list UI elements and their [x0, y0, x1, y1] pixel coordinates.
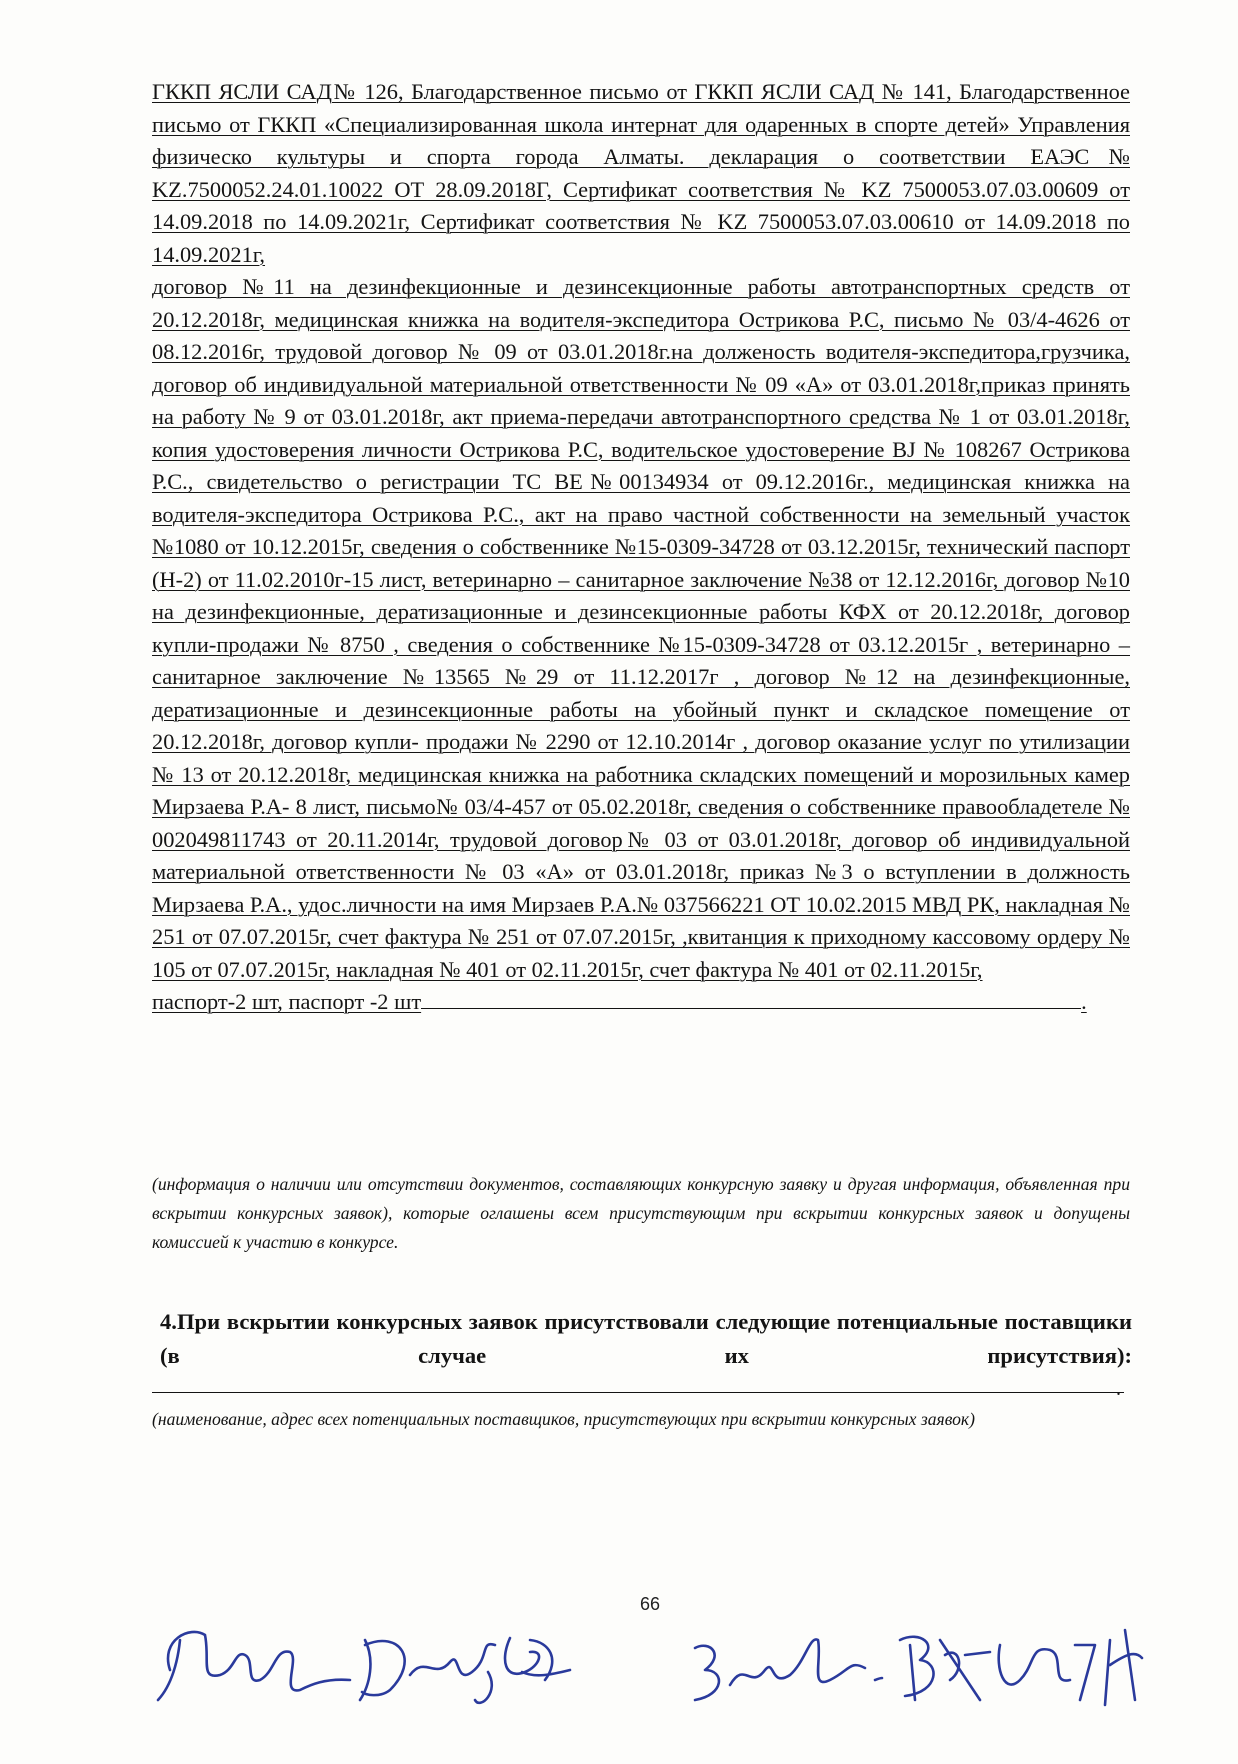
empty-line-end: . — [1116, 1378, 1121, 1400]
signature-3 — [505, 1638, 570, 1680]
handwritten-signatures-icon — [150, 1600, 1150, 1720]
explanatory-note-2: (наименование, адрес всех потенциальных поставщиков, присутствующих при вскрытии конкурсных заявок) — [152, 1409, 975, 1429]
section-4-heading: 4.При вскрытии конкурсных заявок присутствовали следующие потенциальные поставщики (в случае их присутствия): — [160, 1309, 1132, 1368]
paragraph-1: ГККП ЯСЛИ САД№ 126, Благодарственное письмо от ГККП ЯСЛИ САД № 141, Благодарственное письмо от ГККП «Специализированная школа интернат для одаренных в спорте детей» Управления физическо культуры и спорта города Алматы. декларация о соответствии ЕАЭС№ KZ.7500052.24.01.10022 ОТ 28.09.2018Г, Сертификат соответствия № KZ 7500053.07.03.00609 от 14.09.2018 по 14.09.2021г, Сертификат соответствия № KZ 7500053.07.03.00610 от 14.09.2018 по 14.09.2021г, — [152, 79, 1130, 267]
last-line — [152, 986, 1130, 1019]
paragraph-2: договор №11 на дезинфекционные и дезинсекционные работы автотранспортных средств от 20.12.2018г, медицинская книжка на водителя-экспедитора Острикова Р.С, письмо № 03/4-4626 от 08.12.2016г, трудовой договор № 09 от 03.01.2018г.на долженость водителя-экспедитора,грузчика, договор об индивидуальной материальной ответственности № 09 «А» от 03.01.2018г,приказ принять на работу № 9 от 03.01.2018г, акт приема-передачи автотранспортного средства № 1 от 03.01.2018г, копия удостоверения личности Острикова Р.С, водительское удостоверение BJ № 108267 Острикова Р.С., свидетельство о регистрации ТС ВЕ№00134934 от 09.12.2016г., медицинская книжка на водителя-экспедитора Острикова Р.С., акт на право частной собственности на земельный участок №1080 от 10.12.2015г, сведения о собственнике №15-0309-34728 от 03.12.2015г, технический паспорт (Н-2) от 11.02.2010г-15 лист, ветеринарно – санитарное заключение №38 от 12.12.2016г, договор №10 на дезинфекционные, дератизационные и дезинсекционные работы КФХ от 20.12.2018г, договор купли-продажи № 8750 , сведения о собственнике №15-0309-34728 от 03.12.2015г , ветеринарно – санитарное заключение №13565 №29 от 11.12.2017г , договор №12 на дезинфекционные, дератизационные и дезинсекционные работы на убойный пункт и складское помещение от 20.12.2018г, договор купли- продажи № 2290 от 12.10.2014г , договор оказание услуг по утилизации № 13 от 20.12.2018г, медицинская книжка на работника складских помещений и морозильных камер Мирзаева Р.А- 8 лист, письмо№ 03/4-457 от 05.02.2018г, сведения о собственнике правообладетеле № 002049811743 от 20.11.2014г, трудовой договор№ 03 от 03.01.2018г, договор об индивидуальной материальной ответственности № 03 «А» от 03.01.2018г, приказ №3 о вступлении в должность Мирзаева Р.А., удос.личности на имя Мирзаев Р.А.№ 037566221 ОТ 10.02.2015 МВД РК, накладная № 251 от 07.07.2015г, счет фактура № 251 от 07.07.2015г, ,квитанция к приходному кассовому ордеру № 105 от 07.07.2015г, накладная № 401 от 02.11.2015г, счет фактура № 401 от 02.11.2015г, — [152, 274, 1130, 982]
signature-5 — [900, 1637, 990, 1700]
explanatory-note-1: (информация о наличии или отсутствии документов, составляющих конкурсную заявку и другая информация, объявленная при вскрытии конкурсных заявок), которые оглашены всем присутствующим при вскрытии конкурсных заявок и допущены комиссией к участию в конкурсе. — [152, 1174, 1130, 1252]
signature-2 — [360, 1640, 495, 1703]
signature-7 — [1105, 1630, 1142, 1705]
empty-fill-line — [152, 1392, 1124, 1393]
signature-1 — [158, 1632, 350, 1700]
signature-6 — [999, 1645, 1095, 1700]
last-line-text: паспорт-2 шт, паспорт -2 шт — [152, 989, 422, 1014]
signature-4 — [695, 1639, 882, 1700]
last-line-end: . — [1081, 989, 1087, 1014]
page-number: 66 — [640, 1594, 661, 1614]
fill-line — [421, 1007, 1081, 1009]
document-body — [152, 76, 1130, 1019]
